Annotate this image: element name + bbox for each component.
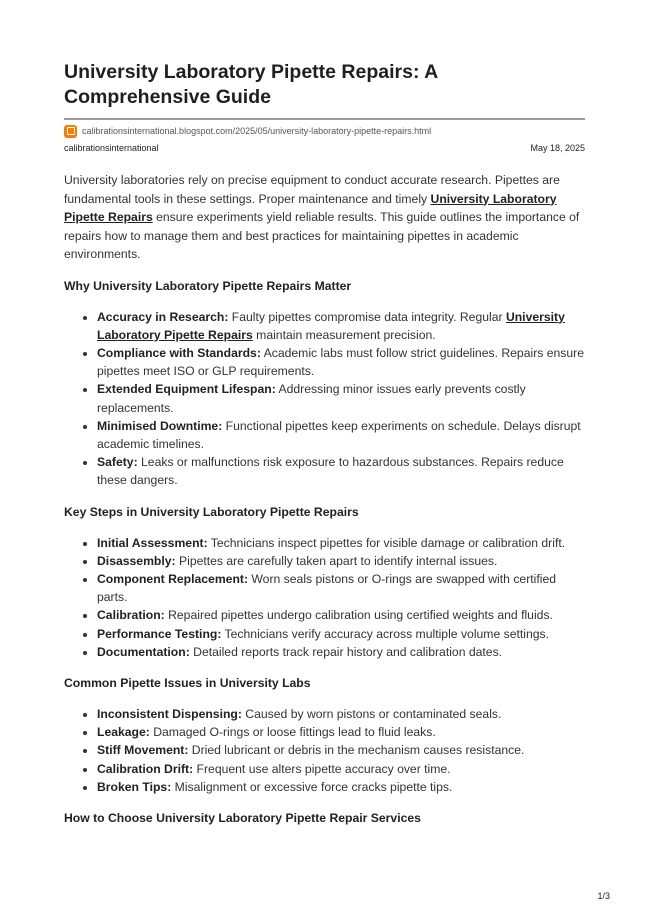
intro-paragraph	[64, 171, 585, 264]
list-item: • Documentation: Detailed reports track repair history and calibration dates.	[97, 643, 585, 661]
list-item: • Compliance with Standards: Academic labs must follow strict guidelines. Repairs ensure pipettes meet ISO or GLP requirements.	[97, 344, 585, 380]
publish-date: May 18, 2025	[530, 143, 585, 153]
list-item: • Broken Tips: Misalignment or excessive force cracks pipette tips.	[97, 778, 585, 796]
list-item: • Initial Assessment: Technicians inspect pipettes for visible damage or calibration drift.	[97, 534, 585, 552]
source-url-row	[64, 124, 585, 138]
list-item: • Leakage: Damaged O-rings or loose fittings lead to fluid leaks.	[97, 723, 585, 741]
intro-text-after: ensure experiments yield reliable results. This guide outlines the importance of repairs how to manage them and best practices for maintaining pipettes in academic environments.	[64, 210, 580, 261]
list-item: • Minimised Downtime: Functional pipettes keep experiments on schedule. Delays disrupt academic timelines.	[97, 417, 585, 453]
blogger-icon	[64, 125, 77, 138]
list-item: • Extended Equipment Lifespan: Addressing minor issues early prevents costly replacements.	[97, 380, 585, 416]
list-item: • Calibration Drift: Frequent use alters pipette accuracy over time.	[97, 760, 585, 778]
section-heading-why: Why University Laboratory Pipette Repairs Matter	[64, 278, 352, 293]
section-heading-how-to-choose: How to Choose University Laboratory Pipette Repair Services	[64, 810, 421, 825]
author: calibrationsinternational	[64, 143, 159, 153]
section-heading-common-issues: Common Pipette Issues in University Labs	[64, 675, 311, 690]
common-issues-list	[64, 705, 585, 796]
list-item-link[interactable]: University Laboratory Pipette Repairs	[97, 309, 565, 342]
list-item: • Stiff Movement: Dried lubricant or debris in the mechanism causes resistance.	[97, 741, 585, 759]
list-item: • Performance Testing: Technicians verify accuracy across multiple volume settings.	[97, 625, 585, 643]
list-item: • Accuracy in Research: Faulty pipettes compromise data integrity. Regular University Laboratory Pipette Repairs maintain measurement precision.	[97, 308, 585, 344]
list-item: • Disassembly: Pipettes are carefully taken apart to identify internal issues.	[97, 552, 585, 570]
key-steps-list	[64, 534, 585, 661]
document-page	[64, 60, 585, 825]
title-divider	[64, 118, 585, 120]
page-title: University Laboratory Pipette Repairs: A Comprehensive Guide	[64, 61, 438, 108]
page-number: 1/3	[597, 891, 610, 901]
meta-row	[64, 143, 585, 153]
list-item: • Calibration: Repaired pipettes undergo calibration using certified weights and fluids.	[97, 606, 585, 624]
list-item: • Safety: Leaks or malfunctions risk exposure to hazardous substances. Repairs reduce these dangers.	[97, 453, 585, 489]
list-item: • Inconsistent Dispensing: Caused by worn pistons or contaminated seals.	[97, 705, 585, 723]
intro-text-before: University laboratories rely on precise equipment to conduct accurate research. Pipettes are fundamental tools in these settings. Proper maintenance and timely	[64, 173, 560, 206]
why-list	[64, 308, 585, 490]
intro-link[interactable]: University Laboratory Pipette Repairs	[64, 191, 557, 224]
source-url[interactable]: calibrationsinternational.blogspot.com/2025/05/university-laboratory-pipette-repairs.html	[82, 126, 432, 136]
list-item: • Component Replacement: Worn seals pistons or O-rings are swapped with certified parts.	[97, 570, 585, 606]
section-heading-key-steps: Key Steps in University Laboratory Pipette Repairs	[64, 504, 359, 519]
